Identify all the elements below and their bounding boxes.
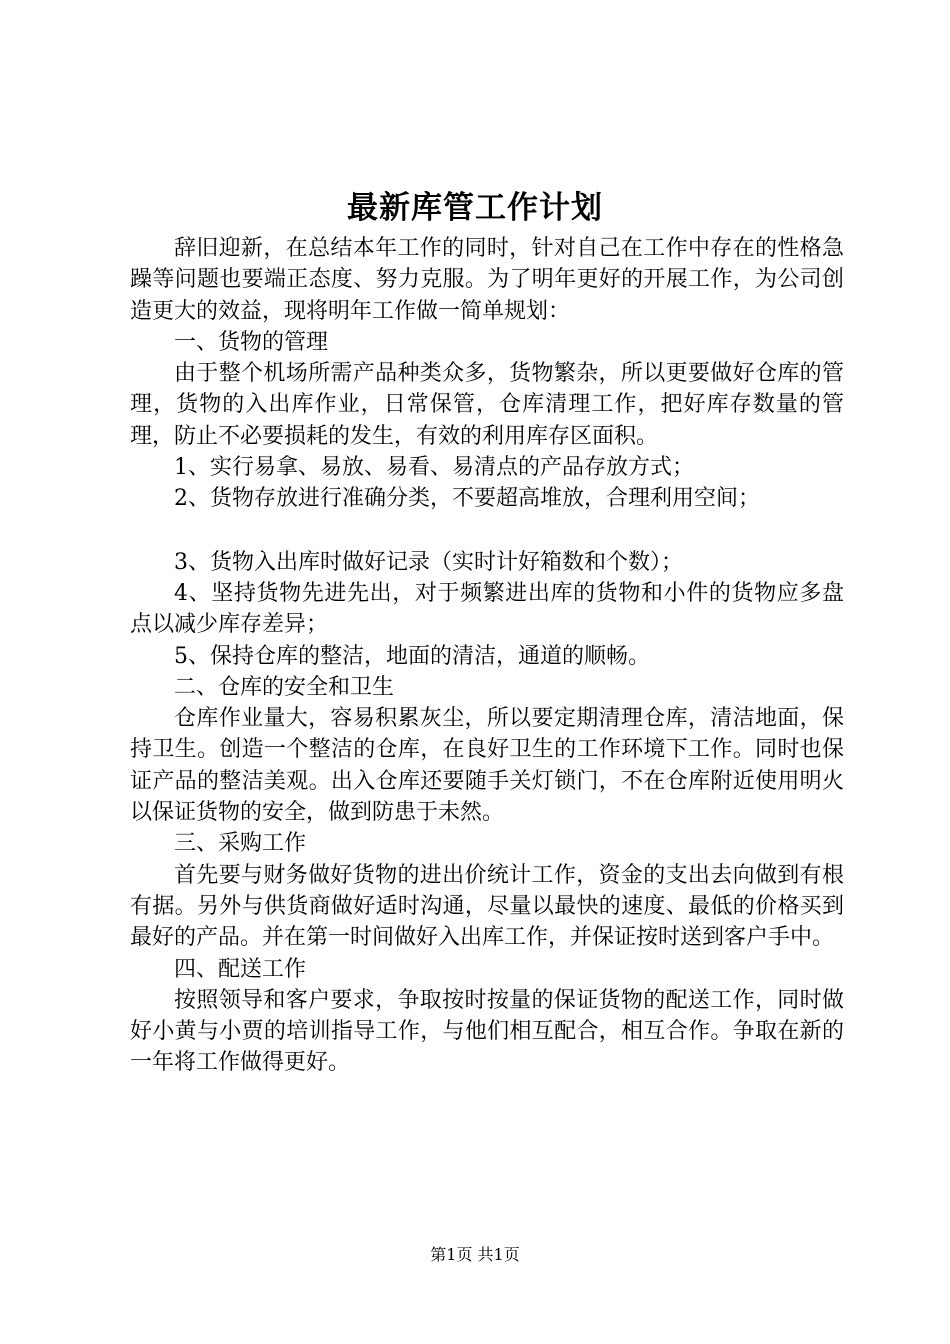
- section-heading-safety: 二、仓库的安全和卫生: [174, 674, 395, 700]
- section-heading-goods: 一、货物的管理: [174, 329, 329, 355]
- goods-paragraph: 由于整个机场所需产品种类众多，货物繁杂，所以更要做好仓库的管理，货物的入出库作业，日常保管，仓库清理工作，把好库存数量的管理，防止不必要损耗的发生，有效的利用库存区面积。: [130, 361, 844, 449]
- list-item-4: 4、坚持货物先进先出，对于频繁进出库的货物和小件的货物应多盘点以减少库存差异；: [130, 580, 844, 638]
- document-body: [130, 233, 844, 1079]
- section-heading-purchasing: 三、采购工作: [174, 831, 307, 857]
- intro-paragraph: 辞旧迎新，在总结本年工作的同时，针对自己在工作中存在的性格急躁等问题也要端正态度、努力克服。为了明年更好的开展工作，为公司创造更大的效益，现将明年工作做一简单规划：: [130, 236, 844, 324]
- list-item-3: 3、货物入出库时做好记录（实时计好箱数和个数）；: [174, 549, 683, 575]
- delivery-paragraph: 按照领导和客户要求，争取按时按量的保证货物的配送工作，同时做好小黄与小贾的培训指导工作，与他们相互配合，相互合作。争取在新的一年将工作做得更好。: [130, 987, 844, 1076]
- list-item-2: 2、货物存放进行准确分类，不要超高堆放，合理利用空间；: [174, 486, 760, 512]
- blank-line: [130, 515, 844, 547]
- list-item-5: 5、保持仓库的整洁，地面的清洁，通道的顺畅。: [174, 643, 650, 669]
- section-heading-delivery: 四、配送工作: [174, 956, 307, 982]
- purchasing-paragraph: 首先要与财务做好货物的进出价统计工作，资金的支出去向做到有根有据。另外与供货商做好适时沟通，尽量以最快的速度、最低的价格买到最好的产品。并在第一时间做好入出库工作，并保证按时送到客户手中。: [130, 862, 844, 951]
- safety-paragraph: 仓库作业量大，容易积累灰尘，所以要定期清理仓库，清洁地面，保持卫生。创造一个整洁的仓库，在良好卫生的工作环境下工作。同时也保证产品的整洁美观。出入仓库还要随手关灯锁门，不在仓库附近使用明火以保证货物的安全，做到防患于未然。: [130, 706, 844, 826]
- list-item-1: 1、实行易拿、易放、易看、易清点的产品存放方式；: [174, 455, 694, 481]
- document-title: 最新库管工作计划: [347, 190, 603, 226]
- page-footer: 第1页 共1页: [430, 1245, 520, 1264]
